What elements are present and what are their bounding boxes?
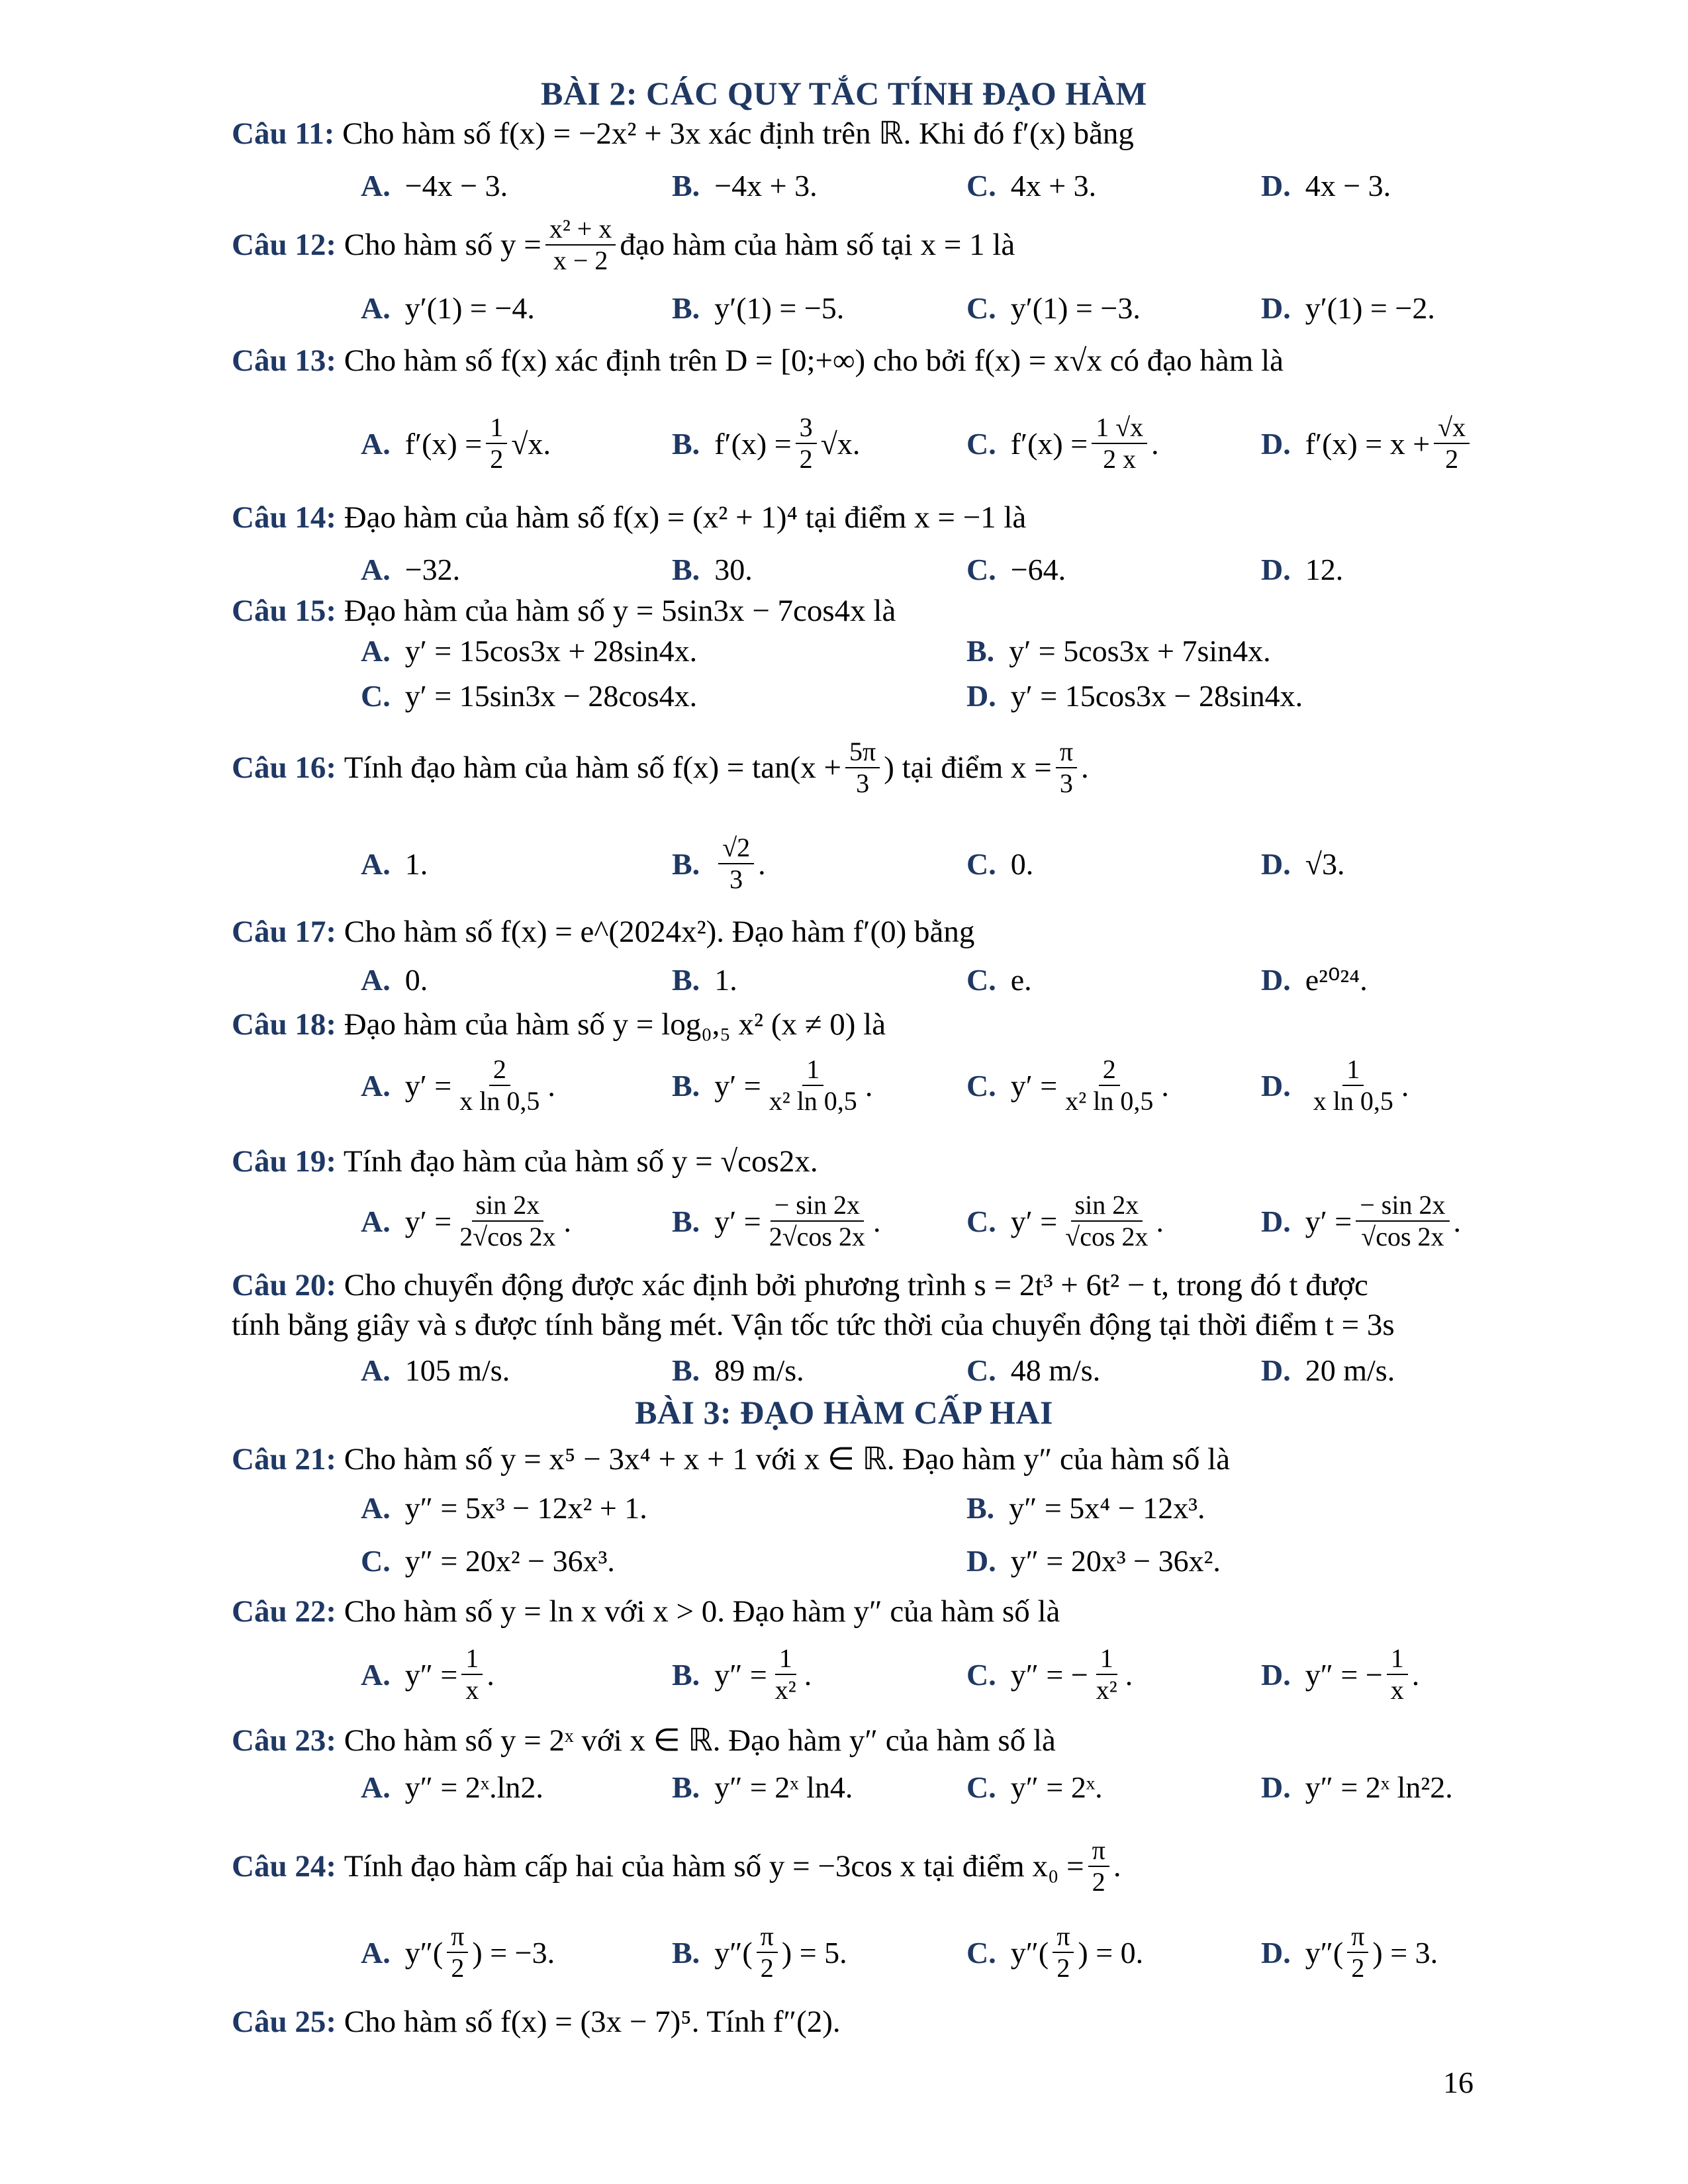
option-a: A. −4x − 3. [361, 168, 508, 203]
question-16: Câu 16: Tính đạo hàm của hàm số f(x) = tan(x + $\frac{5\pi}{3}$ ) tại điểm x = $\frac{\pi}{3}$ . [232, 737, 1089, 798]
option-d: D. 4x − 3. [1261, 168, 1391, 203]
option-d: D. y″( $\frac{\pi}{2}$ ) = 3. [1261, 1921, 1438, 1983]
question-12 [232, 212, 1503, 278]
option-text: y″ = [404, 1657, 458, 1692]
option-text: −32. [404, 552, 461, 586]
numerator: sin 2x [472, 1190, 544, 1222]
option-d: D. f′(x) = x + $\frac{√x}{2}$ [1261, 400, 1474, 486]
option-d: D. $\frac{1}{\text{x ln 0,5}}$ . [1261, 1054, 1409, 1116]
option-text: √x. [820, 426, 861, 461]
numerator: √x [1434, 412, 1470, 444]
numerator: π [1347, 1921, 1368, 1953]
numerator: 1 [1342, 1054, 1364, 1086]
numerator: sin 2x [1071, 1190, 1143, 1222]
denominator: 2 x [1103, 444, 1137, 474]
option-d: D. y″ = 20x³ − 36x². [966, 1543, 1221, 1578]
section-heading-bai2: BÀI 2: CÁC QUY TẮC TÍNH ĐẠO HÀM [540, 75, 1147, 112]
option-text: y″ = [714, 1657, 767, 1692]
denominator: 2 [1056, 1953, 1070, 1983]
option-text: 20 m/s. [1305, 1353, 1395, 1387]
option-a: A. y″ = $\frac{1}{x}$ . [361, 1643, 494, 1705]
numerator: 1 [461, 1643, 483, 1675]
option-text: y″( [714, 1935, 753, 1970]
fraction [447, 1921, 468, 1983]
denominator: √cos 2x [1065, 1222, 1149, 1251]
option-d: D. 20 m/s. [1261, 1353, 1395, 1387]
option-c: C. y″ = 2ˣ. [966, 1770, 1103, 1804]
option-text: 105 m/s. [404, 1353, 510, 1387]
option-d: D. y″ = − $\frac{1}{x}$ . [1261, 1643, 1420, 1705]
question-text: Cho hàm số f(x) = e^(2024x²). Đạo hàm f′(0) bằng [344, 915, 975, 949]
numerator: 2 [1099, 1054, 1120, 1086]
option-d: D. √3. [1261, 846, 1345, 881]
option-a: A. y′ = 15cos3x + 28sin4x. [361, 633, 698, 668]
option-text: y″ = 5x³ − 12x² + 1. [404, 1490, 647, 1525]
question-label: Câu 24: [232, 1849, 336, 1884]
option-a: A. −32. [361, 552, 461, 586]
question-17 [232, 912, 1503, 952]
options-17 [361, 953, 1499, 1006]
option-c: C. y′ = $\frac{2}{\text{x² ln 0,5}}$ . [966, 1054, 1169, 1116]
options-20 [361, 1347, 1499, 1393]
option-a: A. f′(x) = $\frac{1}{2}$ √x. [361, 412, 551, 474]
option-d: D. 12. [1261, 552, 1344, 586]
options-24 [361, 1913, 1499, 1992]
question-label: Câu 25: [232, 2005, 336, 2039]
denominator: x² [774, 1675, 796, 1705]
option-text: ) = 0. [1078, 1935, 1144, 1970]
option-text: y′ = [404, 1068, 452, 1103]
fraction [1056, 737, 1077, 799]
question-label: Câu 17: [232, 915, 336, 949]
numerator: π [1053, 1921, 1074, 1953]
option-d: D. y′(1) = −2. [1261, 291, 1435, 325]
page-number: 16 [1443, 2066, 1474, 2099]
option-b: B. y′ = 5cos3x + 7sin4x. [966, 633, 1271, 668]
question-25 [232, 2002, 1503, 2042]
option-b: B. y′ = $\frac{- \sin 2x}{2√\cos 2x}$ . [672, 1190, 881, 1251]
fraction [1092, 412, 1147, 475]
options-13 [361, 400, 1499, 486]
fraction [545, 214, 616, 276]
question-text: Cho hàm số y = ln x với x > 0. Đạo hàm y″ của hàm số là [344, 1594, 1060, 1629]
question-15 [232, 591, 1503, 631]
option-text: −4x + 3. [714, 168, 818, 203]
question-text: Đạo hàm của hàm số y = 5sin3x − 7cos4x là [344, 594, 896, 628]
question-text: Cho hàm số y = 2ˣ với x ∈ ℝ. Đạo hàm y″ của hàm số là [344, 1723, 1056, 1758]
numerator: √2 [718, 833, 754, 864]
numerator: π [757, 1921, 778, 1953]
fraction [771, 1643, 800, 1706]
denominator: 2 [1351, 1953, 1365, 1983]
option-text: y″ = 2ˣ ln4. [714, 1770, 853, 1804]
question-20 [232, 1265, 1503, 1305]
option-text: y″ = 2ˣ ln²2. [1305, 1770, 1453, 1804]
option-c: C. y″ = 20x² − 36x³. [361, 1543, 615, 1578]
question-label: Câu 16: [232, 751, 336, 785]
fraction [461, 1643, 483, 1706]
numerator: − sin 2x [771, 1190, 864, 1222]
numerator: 1 [775, 1643, 796, 1675]
option-text: e. [1010, 962, 1032, 997]
fraction [1061, 1190, 1152, 1252]
option-text: √3. [1305, 846, 1345, 881]
option-b: B. $\frac{√2}{3}$ . [672, 833, 766, 894]
option-text: y′ = [1305, 1204, 1352, 1238]
fraction [1092, 1643, 1121, 1706]
fraction [455, 1054, 543, 1116]
options-19 [361, 1185, 1499, 1257]
option-text: y′ = [1010, 1204, 1058, 1238]
denominator: 3 [856, 768, 870, 798]
option-c: C. −64. [966, 552, 1066, 586]
option-c: C. 4x + 3. [966, 168, 1097, 203]
numerator: π [1088, 1835, 1109, 1867]
option-text: 1. [714, 962, 737, 997]
numerator: − sin 2x [1356, 1190, 1449, 1222]
fraction [845, 737, 880, 799]
question-text: tính bằng giây và s được tính bằng mét. Vận tốc tức thời của chuyển động tại thời điểm t = 3s [232, 1308, 1395, 1342]
option-text: y′(1) = −4. [404, 291, 535, 325]
option-text: √x. [511, 426, 551, 461]
option-b: B. −4x + 3. [672, 168, 818, 203]
question-label: Câu 15: [232, 594, 336, 628]
option-text: 4x − 3. [1305, 168, 1391, 203]
option-text: f′(x) = [714, 426, 792, 461]
denominator: 2 [1445, 444, 1459, 474]
numerator: 1 [1096, 1643, 1117, 1675]
option-c: C. f′(x) = $\frac{1 √x}{2 x}$ . [966, 412, 1159, 474]
options-21-cd [361, 1539, 1499, 1582]
option-text: y″( [1305, 1935, 1344, 1970]
denominator: 3 [729, 864, 743, 894]
question-13 [232, 341, 1503, 381]
option-b: B. y″ = 5x⁴ − 12x³. [966, 1490, 1205, 1525]
option-text: y″ = 2ˣ.ln2. [404, 1770, 543, 1804]
option-a: A. 105 m/s. [361, 1353, 510, 1387]
fraction [765, 1190, 869, 1252]
option-c: C. y′(1) = −3. [966, 291, 1141, 325]
fraction [1061, 1054, 1157, 1116]
option-a: A. y″ = 5x³ − 12x² + 1. [361, 1490, 647, 1525]
option-text: ) = 5. [781, 1935, 847, 1970]
question-21 [232, 1439, 1503, 1479]
denominator: 3 [1059, 768, 1073, 798]
option-text: y′(1) = −2. [1305, 291, 1435, 325]
question-label: Câu 12: [232, 228, 336, 262]
fraction [718, 833, 754, 895]
question-19 [232, 1142, 1503, 1181]
question-label: Câu 23: [232, 1723, 336, 1758]
option-c: C. y′ = $\frac{\sin 2x}{√\cos 2x}$ . [966, 1190, 1164, 1251]
option-text: y′(1) = −3. [1010, 291, 1141, 325]
denominator: x ln 0,5 [459, 1086, 540, 1116]
option-text: 48 m/s. [1010, 1353, 1101, 1387]
option-b: B. y″( $\frac{\pi}{2}$ ) = 5. [672, 1921, 847, 1983]
question-text: Cho hàm số f(x) = −2x² + 3x xác định trên ℝ. Khi đó f′(x) bằng [342, 116, 1134, 151]
option-b: B. f′(x) = $\frac{3}{2}$ √x. [672, 412, 861, 474]
question-23 [232, 1721, 1503, 1760]
denominator: 2√cos 2x [459, 1222, 556, 1251]
option-text: 0. [1010, 846, 1034, 881]
option-text: e²⁰²⁴. [1305, 963, 1368, 997]
denominator: 2 [1092, 1867, 1105, 1897]
question-label: Câu 14: [232, 500, 336, 535]
option-b: B. y″ = $\frac{1}{\text{x²}}$ . [672, 1643, 812, 1705]
option-a: A. y″( $\frac{\pi}{2}$ ) = −3. [361, 1921, 555, 1983]
options-21-ab [361, 1486, 1499, 1529]
question-label: Câu 13: [232, 343, 336, 378]
option-a: A. 0. [361, 962, 428, 997]
option-d: D. y′ = 15cos3x − 28sin4x. [966, 678, 1303, 713]
option-a: A. y′ = $\frac{\sin 2x}{2√\cos 2x}$ . [361, 1190, 572, 1251]
fraction [455, 1190, 559, 1252]
option-text: 0. [404, 962, 428, 997]
fraction [796, 412, 817, 475]
options-23 [361, 1764, 1499, 1810]
question-label: Câu 19: [232, 1144, 336, 1179]
option-d: D. y′ = $\frac{- \sin 2x}{√\cos 2x}$ . [1261, 1190, 1461, 1251]
question-11 [232, 114, 1503, 154]
option-text: f′(x) = x + [1305, 426, 1430, 461]
option-a: A. y″ = 2ˣ.ln2. [361, 1770, 543, 1804]
option-b: B. y″ = 2ˣ ln4. [672, 1770, 853, 1804]
question-text: Tính đạo hàm của hàm số y = √cos2x. [343, 1144, 818, 1179]
option-text: y″( [404, 1935, 444, 1970]
question-text: Cho hàm số f(x) xác định trên D = [0;+∞) cho bởi f(x) = x√x có đạo hàm là [344, 343, 1284, 378]
denominator: 2√cos 2x [769, 1222, 865, 1251]
denominator: 2 [760, 1953, 774, 1983]
question-18 [232, 1005, 1503, 1044]
denominator: 2 [451, 1953, 465, 1983]
option-text: 30. [714, 552, 753, 586]
option-text: −4x − 3. [404, 168, 508, 203]
fraction [1053, 1921, 1074, 1983]
options-18 [361, 1049, 1499, 1122]
option-text: y′ = [714, 1068, 761, 1103]
denominator: x² [1096, 1675, 1117, 1705]
option-text: y′ = 15cos3x + 28sin4x. [404, 633, 698, 668]
question-text: Cho hàm số y = [344, 228, 541, 262]
numerator: 1 √x [1092, 412, 1147, 444]
fraction [1347, 1921, 1368, 1983]
question-22 [232, 1592, 1503, 1631]
question-20-cont [232, 1305, 1503, 1345]
option-c: C. y″( $\frac{\pi}{2}$ ) = 0. [966, 1921, 1144, 1983]
options-12 [361, 281, 1499, 334]
fraction [1309, 1054, 1397, 1116]
numerator: 2 [489, 1054, 510, 1086]
option-text: y′ = [1010, 1068, 1058, 1103]
question-label: Câu 21: [232, 1442, 336, 1477]
option-text: . [1151, 426, 1159, 461]
question-text: Đạo hàm của hàm số y = log₀,₅ x² (x ≠ 0) là [344, 1007, 886, 1042]
option-c: C. y″ = − $\frac{1}{\text{x²}}$ . [966, 1643, 1133, 1705]
option-d: D. y″ = 2ˣ ln²2. [1261, 1770, 1453, 1804]
option-a: A. y′(1) = −4. [361, 291, 535, 325]
option-text: f′(x) = [1010, 426, 1088, 461]
question-text: ) tại điểm x = [884, 751, 1052, 785]
question-text: Cho chuyển động được xác định bởi phương trình s = 2t³ + 6t² − t, trong đó t được [344, 1268, 1368, 1302]
option-b: B. y′(1) = −5. [672, 291, 845, 325]
option-text: y′(1) = −5. [714, 291, 845, 325]
denominator: √cos 2x [1361, 1222, 1444, 1251]
option-text: 12. [1305, 552, 1344, 586]
question-text: Tính đạo hàm cấp hai của hàm số y = −3cos x tại điểm x₀ = [344, 1849, 1084, 1884]
question-text: Tính đạo hàm của hàm số f(x) = tan(x + [344, 751, 841, 785]
question-14 [232, 498, 1503, 537]
option-text: ) = 3. [1372, 1935, 1438, 1970]
fraction [1088, 1835, 1109, 1897]
options-15-cd [361, 674, 1499, 717]
numerator: x² + x [545, 214, 616, 246]
option-text: y′ = 15sin3x − 28cos4x. [404, 678, 698, 713]
option-c: C. y′ = 15sin3x − 28cos4x. [361, 678, 698, 713]
question-24: Câu 24: Tính đạo hàm cấp hai của hàm số y = −3cos x tại điểm x₀ = $\frac{\pi}{2}$ . [232, 1835, 1121, 1897]
fraction [1387, 1643, 1408, 1706]
option-a: A. y′ = $\frac{2}{\text{x ln 0,5}}$ . [361, 1054, 555, 1116]
options-16 [361, 821, 1499, 907]
numerator: π [447, 1921, 468, 1953]
denominator: 2 [799, 444, 813, 474]
option-text: y″ = 2ˣ. [1010, 1770, 1103, 1804]
option-text: 89 m/s. [714, 1353, 804, 1387]
options-14 [361, 543, 1499, 596]
option-b: B. 30. [672, 552, 753, 586]
question-label: Câu 20: [232, 1268, 336, 1302]
fraction [757, 1921, 778, 1983]
option-text: y″ = − [1010, 1657, 1088, 1692]
section-heading-bai3: BÀI 3: ĐẠO HÀM CẤP HAI [635, 1394, 1053, 1431]
option-a: A. 1. [361, 846, 428, 881]
option-text: y″ = 5x⁴ − 12x³. [1009, 1490, 1205, 1525]
option-text: ) = −3. [472, 1935, 555, 1970]
options-11 [361, 159, 1499, 212]
option-text: f′(x) = [404, 426, 483, 461]
question-text: Cho hàm số f(x) = (3x − 7)⁵. Tính f″(2). [344, 2005, 841, 2039]
options-22 [361, 1638, 1499, 1711]
denominator: x − 2 [553, 246, 608, 275]
option-text: y′ = 5cos3x + 7sin4x. [1009, 633, 1271, 668]
option-c: C. e. [966, 962, 1032, 997]
option-text: y″ = 20x² − 36x³. [404, 1543, 615, 1578]
option-text: 4x + 3. [1010, 168, 1097, 203]
denominator: x [465, 1675, 479, 1705]
question-text: đạo hàm của hàm số tại x = 1 là [620, 228, 1015, 262]
numerator: 1 [486, 412, 507, 444]
fraction [1356, 1190, 1449, 1252]
numerator: 1 [1387, 1643, 1408, 1675]
denominator: x [1390, 1675, 1404, 1705]
denominator: x² ln 0,5 [769, 1086, 857, 1116]
option-text: y′ = [404, 1204, 452, 1238]
option-text: −64. [1010, 552, 1066, 586]
question-text: Đạo hàm của hàm số f(x) = (x² + 1)⁴ tại điểm x = −1 là [344, 500, 1027, 535]
fraction [765, 1054, 861, 1116]
question-label: Câu 18: [232, 1007, 336, 1042]
denominator: x² ln 0,5 [1065, 1086, 1154, 1116]
numerator: 1 [802, 1054, 823, 1086]
option-c: C. 0. [966, 846, 1034, 881]
question-text: Cho hàm số y = x⁵ − 3x⁴ + x + 1 với x ∈ ℝ. Đạo hàm y″ của hàm số là [344, 1442, 1231, 1477]
numerator: 3 [796, 412, 817, 444]
fraction [486, 412, 507, 475]
option-d: D. e²⁰²⁴. [1261, 962, 1368, 997]
fraction [1434, 412, 1470, 475]
option-text: y′ = 15cos3x − 28sin4x. [1010, 678, 1303, 713]
option-text: y″ = − [1305, 1657, 1383, 1692]
option-text: y″( [1010, 1935, 1049, 1970]
question-label: Câu 11: [232, 116, 335, 151]
option-b: B. 1. [672, 962, 737, 997]
option-text: 1. [404, 846, 428, 881]
option-b: B. y′ = $\frac{1}{\text{x² ln 0,5}}$ . [672, 1054, 873, 1116]
option-c: C. 48 m/s. [966, 1353, 1101, 1387]
denominator: 2 [490, 444, 504, 474]
question-label: Câu 22: [232, 1594, 336, 1629]
option-text: y′ = [714, 1204, 761, 1238]
option-text: y″ = 20x³ − 36x². [1010, 1543, 1221, 1578]
option-b: B. 89 m/s. [672, 1353, 804, 1387]
numerator: π [1056, 737, 1077, 768]
options-15-ab [361, 629, 1499, 672]
numerator: 5π [845, 737, 880, 768]
denominator: x ln 0,5 [1313, 1086, 1393, 1116]
